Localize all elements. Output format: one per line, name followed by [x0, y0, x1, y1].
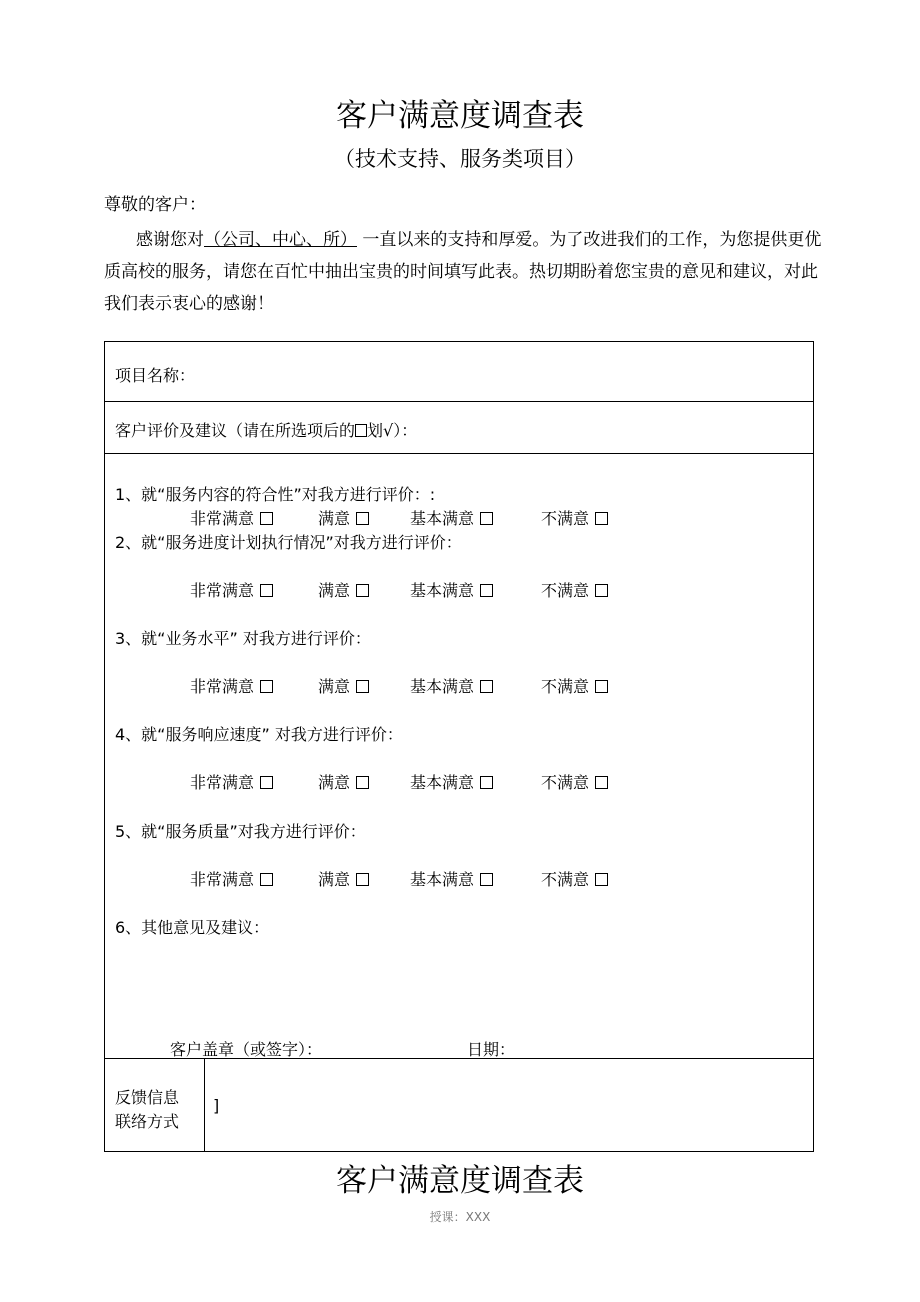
option-label: 不满意 — [541, 677, 590, 696]
checkbox-icon[interactable] — [260, 512, 273, 525]
feedback-contact-value[interactable]: ] — [213, 1096, 220, 1115]
intro-rest: 一直以来的支持和厚爱。为了改进我们的工作，为您提供更优质高校的服务，请您在百忙中抽出宝贵的时间填写此表。热切期盼着您宝贵的意见和建议，对此我们表示衷心的感谢！ — [104, 230, 822, 314]
option-label: 基本满意 — [410, 581, 475, 600]
checkbox-icon[interactable] — [480, 873, 493, 886]
option-satisfied[interactable] — [318, 578, 369, 601]
question-5: 5、就“服务质量”对我方进行评价： — [115, 822, 366, 841]
repeated-title: 客户满意度调查表 — [336, 1163, 584, 1199]
option-very-satisfied[interactable] — [190, 578, 273, 601]
question-2: 2、就“服务进度计划执行情况”对我方进行评价： — [115, 533, 462, 552]
checkbox-icon — [355, 424, 367, 437]
date-label: 日期： — [467, 1040, 516, 1059]
option-satisfied[interactable] — [318, 867, 369, 890]
checkbox-icon[interactable] — [595, 680, 608, 693]
checkbox-icon[interactable] — [356, 680, 369, 693]
option-satisfied[interactable] — [318, 674, 369, 697]
row-divider — [105, 401, 813, 402]
question-6-other-comments: 6、其他意见及建议： — [115, 918, 270, 937]
option-label: 不满意 — [541, 773, 590, 792]
option-label: 非常满意 — [190, 509, 255, 528]
checkbox-icon[interactable] — [260, 873, 273, 886]
question-1: 1、就“服务内容的符合性”对我方进行评价：: — [115, 485, 436, 504]
checkbox-icon[interactable] — [595, 873, 608, 886]
evaluation-label-pre: 客户评价及建议（请在所选项后的 — [115, 421, 356, 440]
question-4: 4、就“服务响应速度” 对我方进行评价： — [115, 725, 403, 744]
option-label: 非常满意 — [190, 773, 255, 792]
column-divider — [204, 1058, 205, 1151]
option-unsatisfied[interactable] — [541, 506, 608, 529]
checkbox-icon[interactable] — [595, 776, 608, 789]
option-label: 不满意 — [541, 509, 590, 528]
project-name-label: 项目名称： — [115, 366, 196, 385]
option-very-satisfied[interactable] — [190, 770, 273, 793]
checkbox-icon[interactable] — [480, 776, 493, 789]
feedback-label-line2: 联络方式 — [115, 1112, 180, 1131]
checkbox-icon[interactable] — [260, 584, 273, 597]
question-3: 3、就“业务水平” 对我方进行评价： — [115, 629, 371, 648]
evaluation-label — [115, 418, 417, 441]
option-label: 满意 — [318, 509, 351, 528]
checkbox-icon[interactable] — [595, 584, 608, 597]
feedback-label-line1: 反馈信息 — [115, 1088, 180, 1107]
intro-paragraph — [104, 224, 834, 320]
option-very-satisfied[interactable] — [190, 867, 273, 890]
option-label: 非常满意 — [190, 581, 255, 600]
checkbox-icon[interactable] — [356, 873, 369, 886]
option-satisfied[interactable] — [318, 506, 369, 529]
option-basically-satisfied[interactable] — [410, 578, 493, 601]
checkbox-icon[interactable] — [595, 512, 608, 525]
intro-org: （公司、中心、所） — [204, 230, 357, 250]
checkbox-icon[interactable] — [356, 584, 369, 597]
option-label: 满意 — [318, 677, 351, 696]
option-unsatisfied[interactable] — [541, 674, 608, 697]
evaluation-label-post: 划√）： — [367, 421, 418, 440]
option-very-satisfied[interactable] — [190, 506, 273, 529]
option-unsatisfied[interactable] — [541, 770, 608, 793]
option-label: 非常满意 — [190, 677, 255, 696]
intro-pre: 感谢您对 — [136, 230, 204, 250]
checkbox-icon[interactable] — [356, 776, 369, 789]
option-basically-satisfied[interactable] — [410, 867, 493, 890]
page-title: 客户满意度调查表 — [336, 98, 584, 134]
instructor-footer: 授课：XXX — [429, 1210, 491, 1224]
survey-table — [104, 341, 814, 1152]
salutation: 尊敬的客户： — [104, 195, 206, 215]
option-basically-satisfied[interactable] — [410, 674, 493, 697]
checkbox-icon[interactable] — [260, 680, 273, 693]
row-divider — [105, 453, 813, 454]
option-label: 满意 — [318, 773, 351, 792]
option-label: 不满意 — [541, 870, 590, 889]
option-label: 满意 — [318, 870, 351, 889]
option-label: 基本满意 — [410, 870, 475, 889]
option-basically-satisfied[interactable] — [410, 770, 493, 793]
option-satisfied[interactable] — [318, 770, 369, 793]
checkbox-icon[interactable] — [480, 680, 493, 693]
option-unsatisfied[interactable] — [541, 578, 608, 601]
checkbox-icon[interactable] — [480, 584, 493, 597]
option-very-satisfied[interactable] — [190, 674, 273, 697]
option-label: 基本满意 — [410, 773, 475, 792]
option-label: 不满意 — [541, 581, 590, 600]
option-label: 满意 — [318, 581, 351, 600]
checkbox-icon[interactable] — [260, 776, 273, 789]
option-basically-satisfied[interactable] — [410, 506, 493, 529]
page-subtitle: （技术支持、服务类项目） — [334, 147, 586, 171]
option-label: 非常满意 — [190, 870, 255, 889]
option-unsatisfied[interactable] — [541, 867, 608, 890]
option-label: 基本满意 — [410, 677, 475, 696]
checkbox-icon[interactable] — [480, 512, 493, 525]
checkbox-icon[interactable] — [356, 512, 369, 525]
customer-stamp-label: 客户盖章（或签字）： — [170, 1040, 323, 1059]
option-label: 基本满意 — [410, 509, 475, 528]
